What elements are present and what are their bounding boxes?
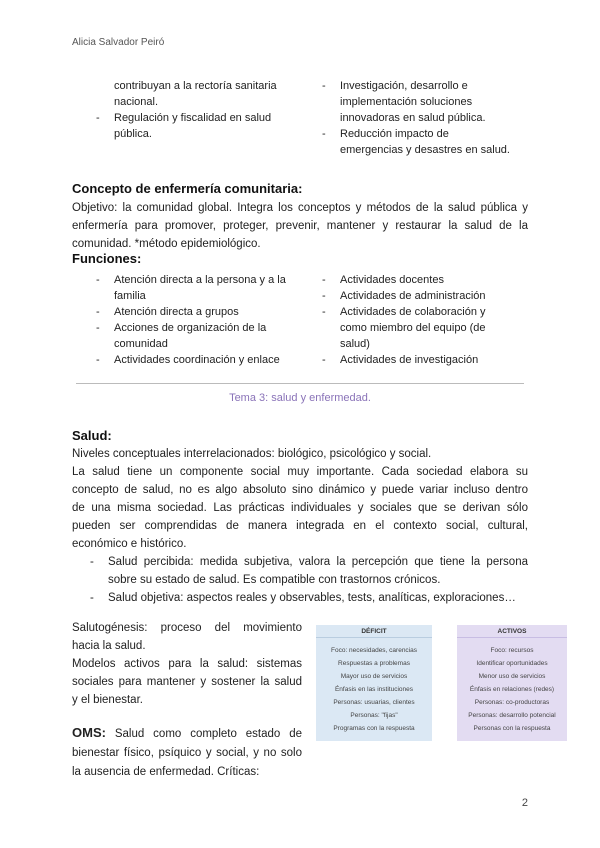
list-item-text: salud) [340, 338, 370, 350]
list-item-text: Actividades coordinación y enlace [114, 354, 280, 366]
bullet-dash: - [90, 592, 94, 604]
list-item-text: familia [114, 290, 146, 302]
bullet-dash: - [322, 354, 326, 366]
list-item-text: Salud percibida: medida subjetiva, valora la percepción que tiene la persona [108, 556, 528, 568]
paragraph-line: de una misma sociedad. Las prácticas individuales y sociales que se derivan sólo [72, 502, 528, 514]
health-paragraph [72, 445, 528, 553]
paragraph-line: Salutogénesis: proceso del movimiento [72, 622, 302, 634]
list-item-text: Actividades de investigación [340, 354, 479, 366]
list-item-text: Atención directa a grupos [114, 306, 239, 318]
list-item-text: sobre su estado de salud. Es compatible con trastornos crónicos. [108, 574, 441, 586]
author-header: Alicia Salvador Peiró [72, 37, 165, 48]
list-item-text: innovadoras en salud pública. [340, 112, 486, 124]
paragraph-line: La salud tiene un componente social muy importante. Cada sociedad elabora su [72, 466, 528, 478]
deficit-item: Personas: "fijas" [350, 712, 398, 719]
list-item [90, 553, 528, 589]
section-title-functions: Funciones: [72, 251, 142, 266]
deficit-item: Foco: necesidades, carencias [331, 647, 417, 654]
list-item-text: Reducción impacto de [340, 128, 449, 140]
bullet-dash: - [322, 290, 326, 302]
list-item-text: Salud objetiva: aspectos reales y observables, tests, analíticas, exploraciones… [108, 592, 516, 604]
deficit-item: Programas con la respuesta [333, 725, 415, 732]
list-item-text: Regulación y fiscalidad en salud [114, 112, 272, 124]
paragraph-line: Niveles conceptuales interrelacionados: biológico, psicológico y social. [72, 448, 432, 460]
list-item-text: contribuyan a la rectoría sanitaria [114, 80, 277, 92]
bullet-dash: - [322, 306, 326, 318]
list-item-text: implementación soluciones [340, 96, 473, 108]
bullet-dash: - [322, 80, 326, 92]
list-item-text: pública. [114, 128, 152, 140]
deficit-item: Respuestas a problemas [338, 660, 410, 667]
list-item-text: emergencias y desastres en salud. [340, 144, 510, 156]
page-number: 2 [521, 797, 528, 809]
bullet-dash: - [96, 322, 100, 334]
list-item-text: comunidad [114, 338, 168, 350]
deficit-item: Personas: usuarias, clientes [333, 699, 415, 706]
activos-item: Personas: co-productoras [474, 699, 550, 706]
list-item-text: Actividades de administración [340, 290, 486, 302]
section-title-health: Salud: [72, 428, 112, 443]
activos-item: Personas con la respuesta [473, 725, 551, 732]
activos-item: Personas: desarrollo potencial [468, 712, 556, 719]
paragraph-line: hacia la salud. [72, 640, 146, 652]
activos-item: Menor uso de servicios [478, 673, 546, 680]
bullet-dash: - [96, 306, 100, 318]
bullet-dash: - [322, 274, 326, 286]
bullet-dash: - [96, 354, 100, 366]
paragraph-line [72, 723, 302, 744]
list-item-text: como miembro del equipo (de [340, 322, 486, 334]
list-item-text: nacional. [114, 96, 159, 108]
activos-item: Foco: recursos [490, 647, 534, 654]
paragraph-line: Modelos activos para la salud: sistemas [72, 658, 302, 670]
bullet-dash: - [96, 274, 100, 286]
paragraph-line: económico e histórico. [72, 538, 187, 550]
activos-item: Identificar oportunidades [476, 660, 548, 667]
deficit-item: Énfasis en las instituciones [334, 686, 414, 693]
section-divider [76, 383, 524, 384]
topic-heading: Tema 3: salud y enfermedad. [229, 392, 371, 404]
oms-text: Salud como completo estado de [105, 728, 302, 740]
deficit-header: DÉFICIT [316, 625, 432, 638]
paragraph-line: concepto de salud, no es algo absoluto sino dinámico y puede variar incluso dentro [72, 484, 528, 496]
list-item-text: Investigación, desarrollo e [340, 80, 468, 92]
list-item-text: Actividades de colaboración y [340, 306, 486, 318]
list-item-text: Atención directa a la persona y a la [114, 274, 286, 286]
paragraph-line: sociales para mantener y sostener la salud [72, 676, 302, 688]
paragraph-line: Objetivo: la comunidad global. Integra los conceptos y métodos de la salud pública y [72, 202, 528, 214]
objective-paragraph [72, 199, 528, 253]
paragraph-line: comunidad. *método epidemiológico. [72, 238, 261, 250]
deficit-column [316, 625, 432, 741]
bullet-dash: - [322, 128, 326, 140]
paragraph-line: la ausencia de enfermedad. Críticas: [72, 766, 260, 778]
oms-label: OMS: [72, 725, 106, 740]
oms-paragraph [72, 723, 302, 782]
list-item-text: Acciones de organización de la [114, 322, 267, 334]
section-title-community: Concepto de enfermería comunitaria: [72, 181, 303, 196]
deficit-item: Mayor uso de servicios [340, 673, 408, 680]
list-item-text: Actividades docentes [340, 274, 444, 286]
paragraph-line: bienestar físico, psíquico y social, y no solo [72, 747, 302, 759]
bullet-dash: - [96, 112, 100, 124]
paragraph-line: pueden ser comprendidas de manera integrada en el contexto social, cultural, [72, 520, 528, 532]
paragraph-line: enfermería para promover, proteger, prevenir, mantener y restaurar la salud de la [72, 220, 528, 232]
salutogenesis-paragraph [72, 619, 302, 709]
paragraph-line: y el bienestar. [72, 694, 143, 706]
activos-header: ACTIVOS [457, 625, 567, 638]
activos-column [457, 625, 567, 741]
bullet-dash: - [90, 556, 94, 568]
activos-item: Énfasis en relaciones (redes) [469, 686, 555, 693]
